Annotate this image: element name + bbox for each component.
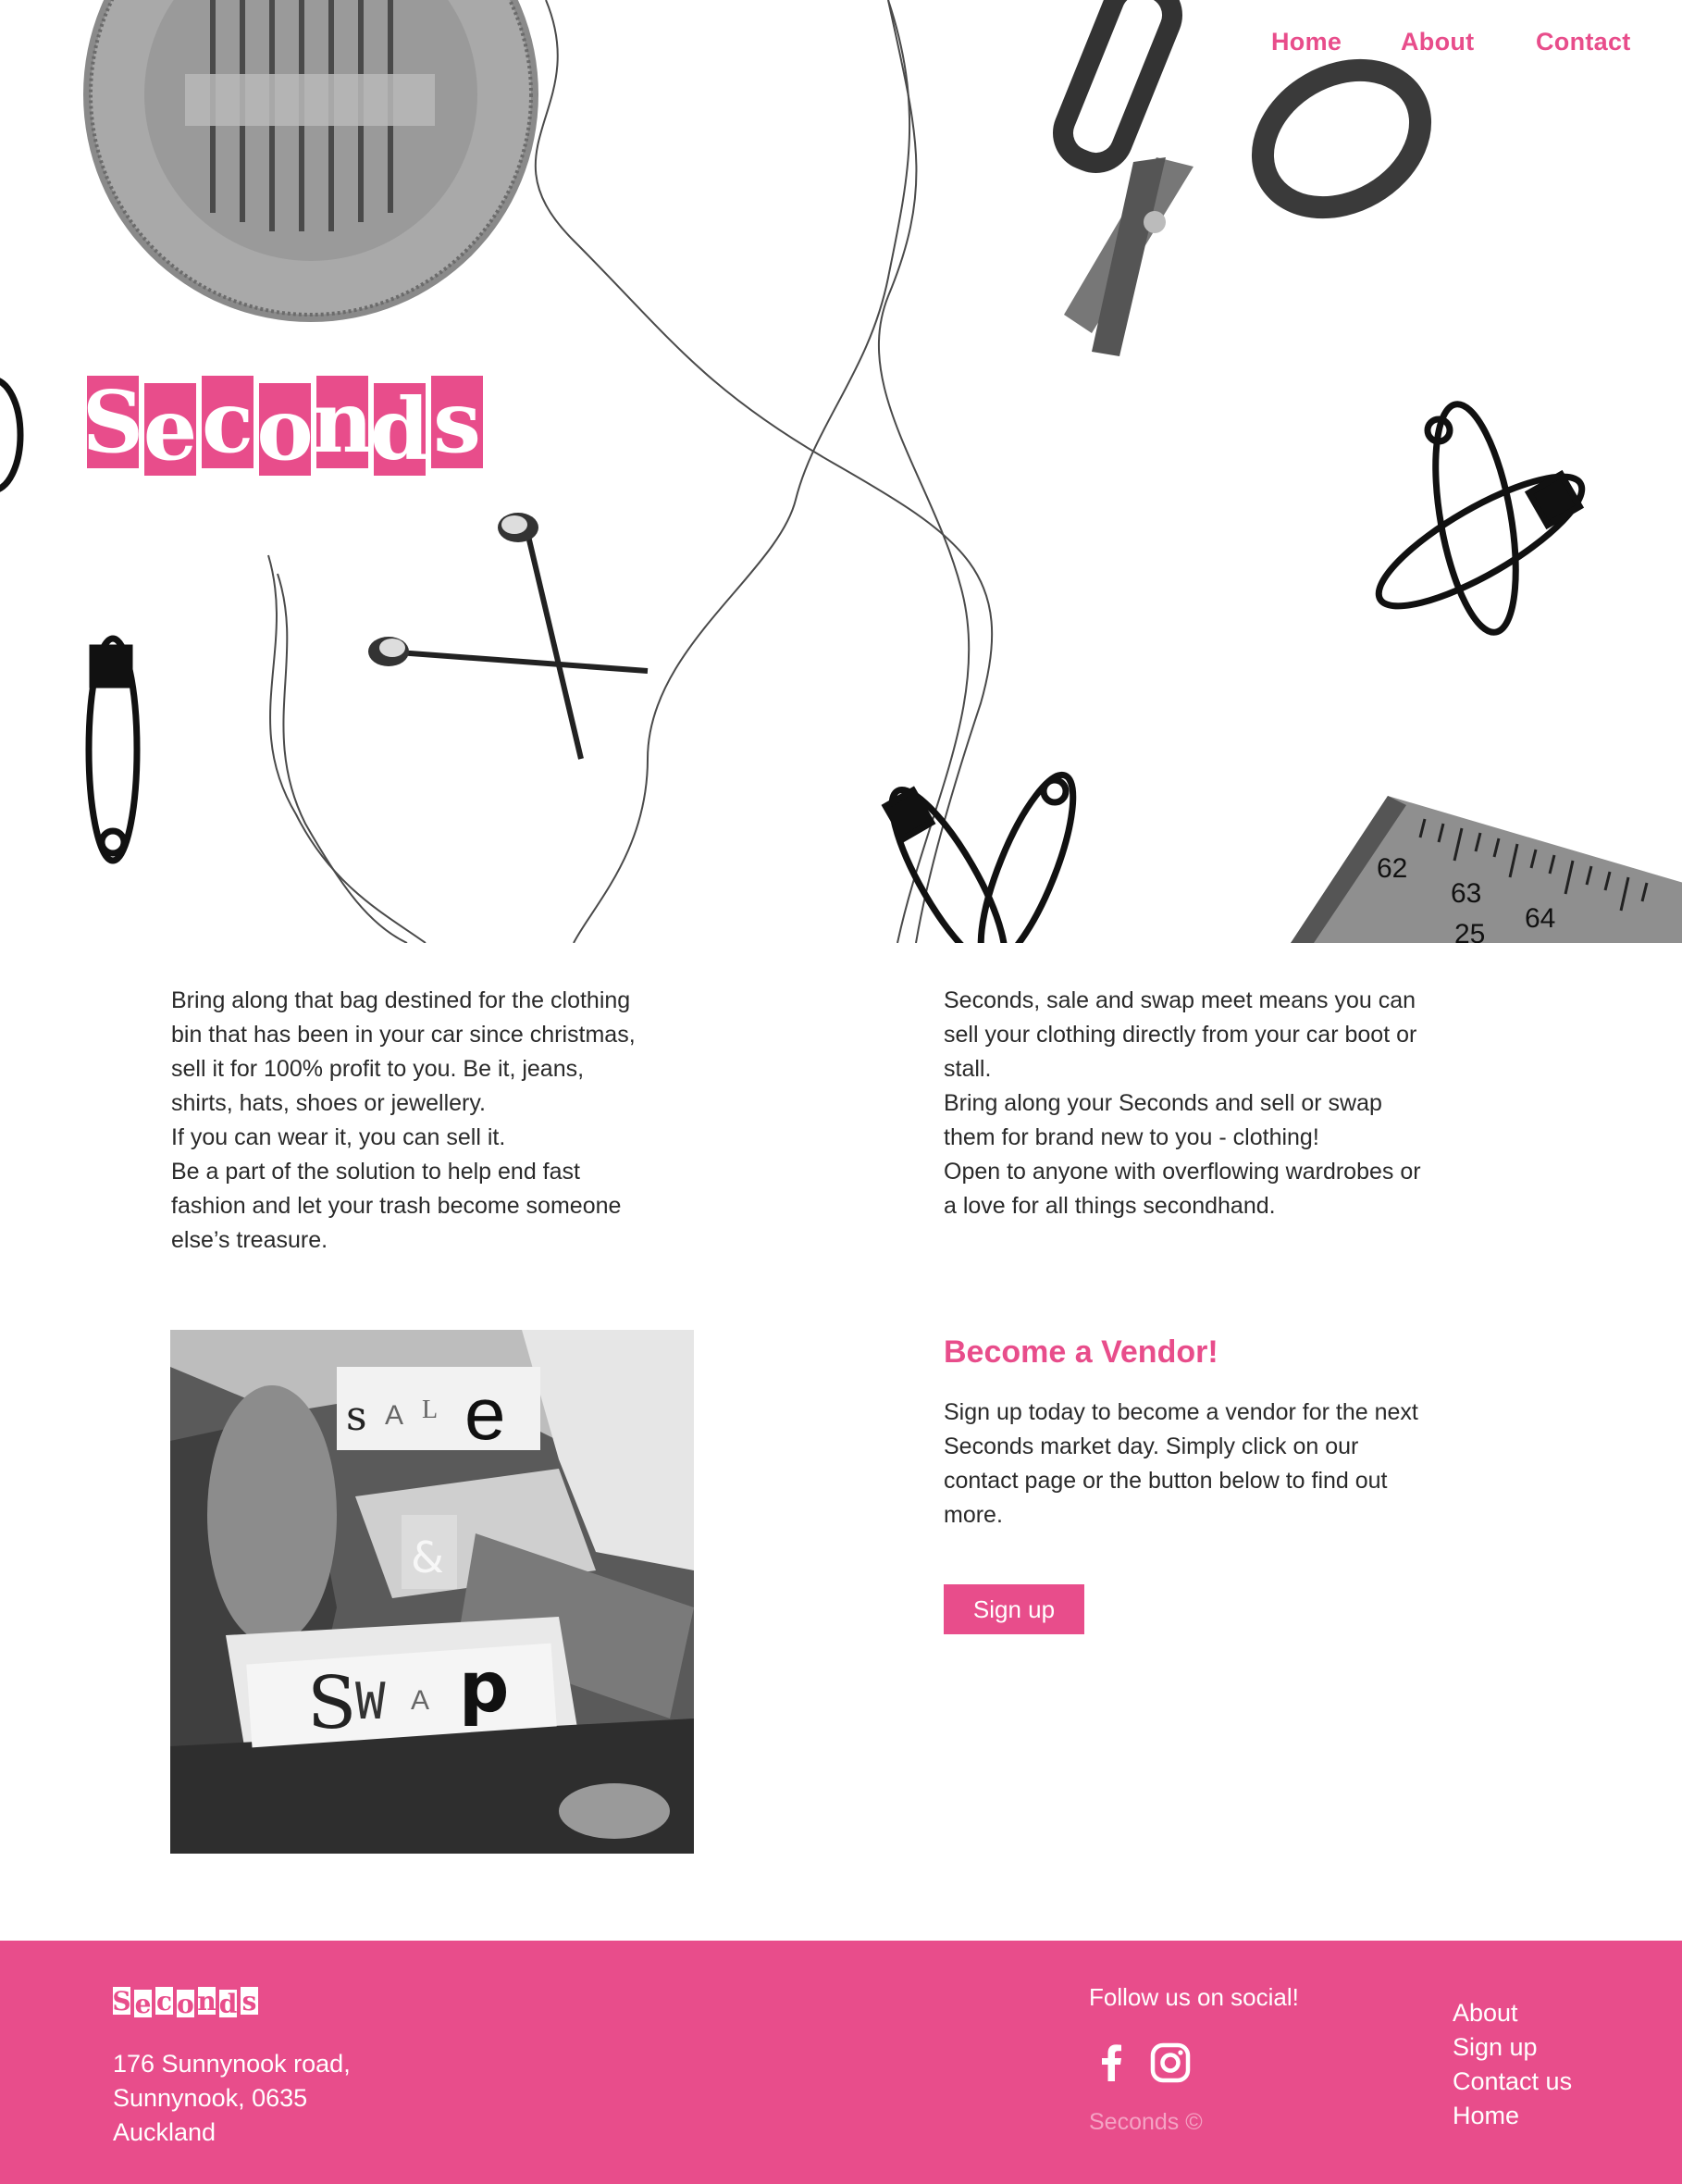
logo-letter: s [431,376,483,468]
logo-letter: s [241,1985,257,2016]
logo-letter: e [142,379,198,479]
logo-letter: o [177,1988,194,2019]
intro-right-paragraph: Seconds, sale and swap meet means you can sell your clothing directly from your car boot or stall. [944,987,1417,1082]
needle-case-icon [83,0,538,322]
instagram-icon[interactable] [1150,2042,1191,2083]
logo-letter: S [81,372,144,472]
footer-logo[interactable] [112,1985,262,2019]
sign-up-button[interactable]: Sign up [944,1584,1084,1634]
collage-letter: S [307,1662,357,1745]
dress-pins-icon [368,513,648,759]
intro-right-text [944,984,1425,1223]
nav-contact-link[interactable]: Contact [1536,28,1631,56]
footer-address-line: Sunnynook, 0635 [113,2084,308,2112]
facebook-icon[interactable] [1097,2042,1125,2081]
collage-letter: s [346,1393,367,1440]
vendor-heading: Become a Vendor! [944,1334,1218,1370]
safety-pins-cross-icon [1364,398,1598,638]
nav-home-link[interactable]: Home [1271,28,1342,56]
nav-about-link[interactable]: About [1401,28,1475,56]
footer-link-contact-us[interactable]: Contact us [1453,2067,1573,2095]
footer-link-home[interactable]: Home [1453,2102,1520,2129]
logo-letter: n [311,372,374,472]
ruler-label: 63 [1451,878,1482,909]
footer-link-sign-up[interactable]: Sign up [1453,2033,1538,2061]
hero-banner [0,0,1682,943]
footer-link-about[interactable]: About [1453,1999,1518,2027]
ruler-label: 25 [1454,919,1486,943]
logo-letter: S [112,1985,131,2016]
scissors-icon [1055,0,1445,356]
collage-letter: W [355,1672,386,1731]
sale-and-swap-collage-image [170,1330,694,1854]
ruler-label: 64 [1525,903,1556,934]
intro-left-paragraph: Be a part of the solution to help end fast fashion and let your trash become someone else’s treasure. [171,1159,622,1253]
collage-letter: p [459,1645,510,1728]
logo-letter: c [201,372,254,472]
collage-letter: A [385,1400,404,1431]
logo-letter: c [155,1985,173,2016]
collage-letter: L [422,1396,439,1424]
logo-letter: e [134,1988,152,2019]
collage-letter: e [464,1372,506,1455]
copyright-text: Seconds © [1089,2109,1203,2135]
intro-right-paragraph: Open to anyone with overflowing wardrobes or a love for all things secondhand. [944,1159,1421,1219]
intro-left-paragraph: If you can wear it, you can sell it. [171,1124,506,1150]
hero-logo [81,372,489,479]
safety-pins-bottom-icon [873,765,1091,943]
intro-right-paragraph: Bring along your Seconds and sell or swap them for brand new to you - clothing! [944,1090,1382,1150]
intro-left-text [171,984,643,1258]
logo-letter: d [218,1988,238,2019]
logo-letter: n [197,1985,216,2016]
social-heading: Follow us on social! [1089,1983,1299,2011]
ruler-icon [1291,796,1682,943]
logo-letter: d [369,379,430,479]
footer-address-line: Auckland [113,2118,216,2146]
footer-address-line: 176 Sunnynook road, [113,2050,351,2078]
ruler-label: 62 [1377,853,1408,884]
collage-letter: & [411,1533,444,1582]
logo-letter: o [256,379,314,479]
collage-letter: A [411,1685,430,1716]
vendor-description: Sign up today to become a vendor for the next Seconds market day. Simply click on our contact page or the button below to find out more. [944,1399,1418,1528]
intro-left-paragraph: Bring along that bag destined for the clothing bin that has been in your car since christmas, sell it for 100% profit to you. Be it, jeans, shirts, hats, shoes or jewellery. [171,987,636,1116]
